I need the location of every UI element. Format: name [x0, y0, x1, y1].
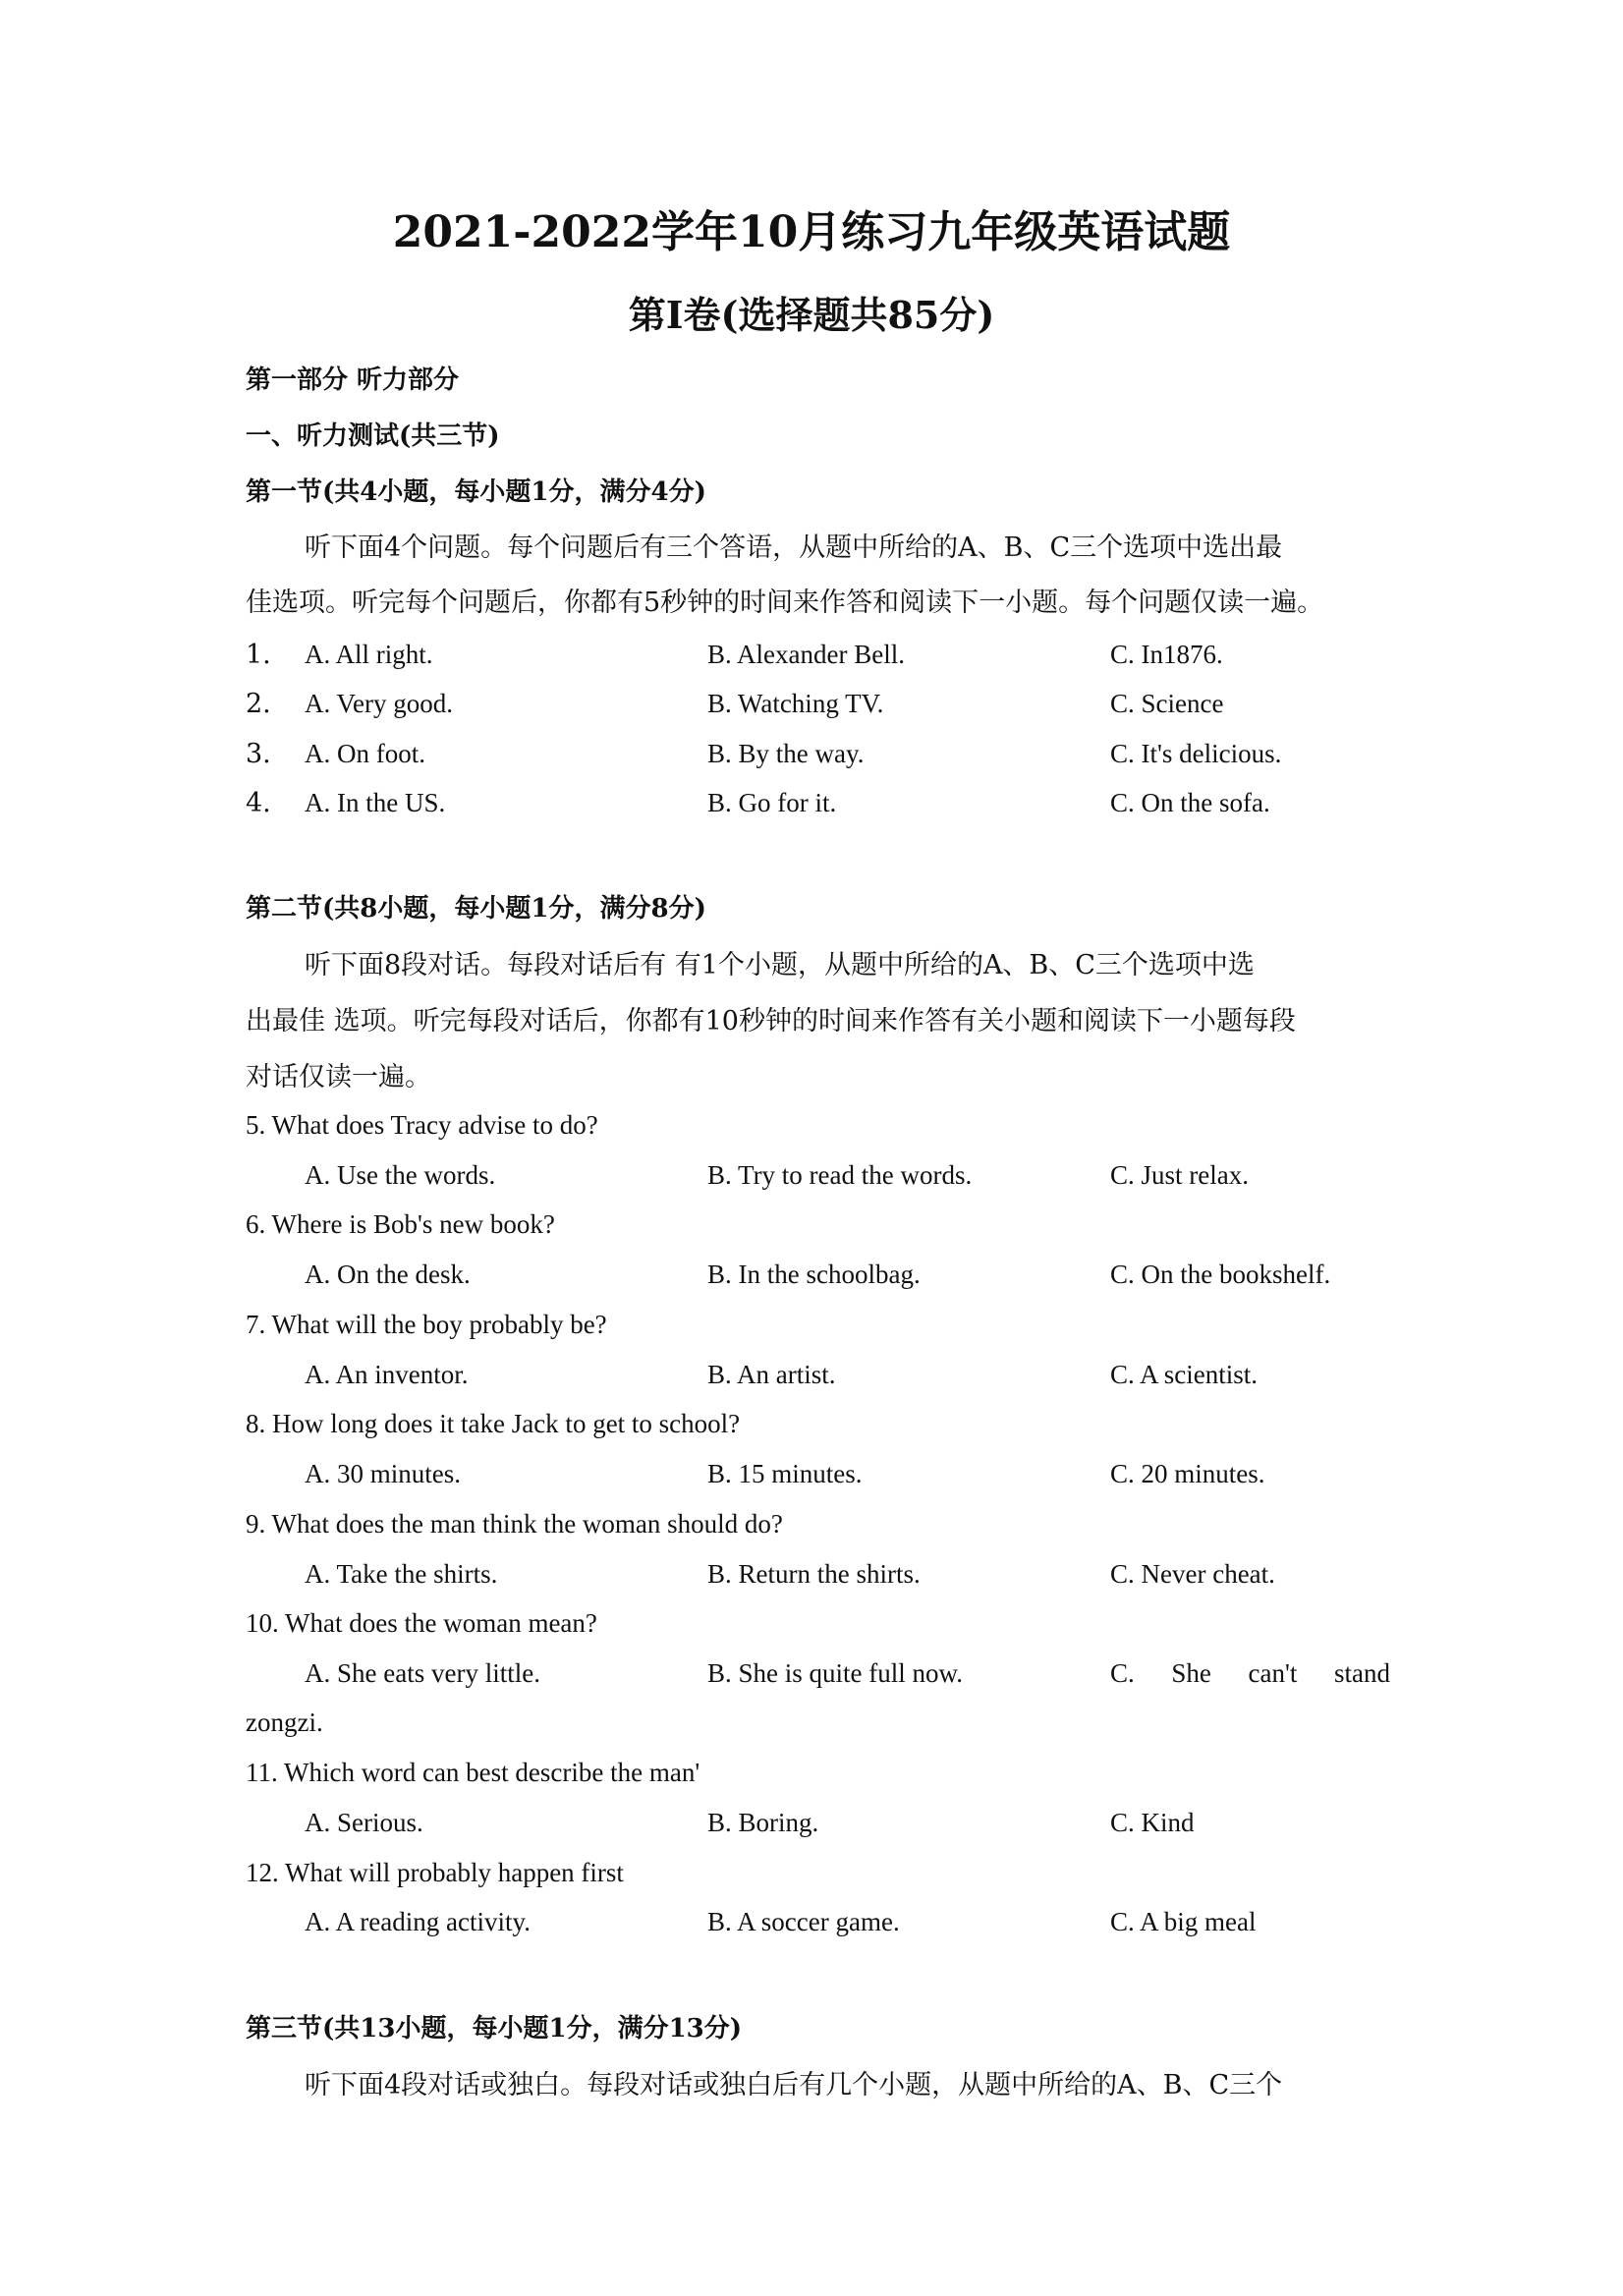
- option-a: A. A reading activity.: [305, 1907, 531, 1936]
- section-3-heading: 第三节(共13小题，每小题1分，满分13分): [246, 2014, 743, 2044]
- option-a: A. Very good.: [305, 689, 453, 718]
- option-c: C. Science: [1110, 689, 1224, 718]
- option-c: C. On the sofa.: [1110, 788, 1270, 817]
- option-a: A. Serious.: [305, 1808, 423, 1837]
- option-a: A. On the desk.: [305, 1260, 471, 1289]
- section-2-heading: 第二节(共8小题，每小题1分，满分8分): [246, 894, 706, 924]
- option-c-continuation: zongzi.: [246, 1708, 323, 1737]
- question-text: 8. How long does it take Jack to get to school?: [246, 1409, 741, 1438]
- section-3-instructions-line-1: 听下面4段对话或独白。每段对话或独白后有几个小题，从题中所给的A、B、C三个: [305, 2070, 1283, 2100]
- option-c-word: stand: [1333, 1658, 1390, 1688]
- section-1-heading: 第一节(共4小题，每小题1分，满分4分): [246, 477, 706, 507]
- option-b: B. Boring.: [707, 1808, 819, 1837]
- option-c: C. Never cheat.: [1110, 1559, 1275, 1589]
- item-number: 2.: [246, 689, 271, 719]
- option-c: C. A scientist.: [1110, 1360, 1259, 1389]
- option-c: C. A big meal: [1110, 1907, 1257, 1936]
- question-text: 7. What will the boy probably be?: [246, 1310, 607, 1339]
- option-c-word: C.: [1110, 1658, 1135, 1688]
- option-b: B. A soccer game.: [707, 1907, 900, 1936]
- question-text: 6. Where is Bob's new book?: [246, 1209, 555, 1239]
- question-text: 5. What does Tracy advise to do?: [246, 1110, 598, 1140]
- option-c: [1110, 1658, 1390, 1689]
- option-c: C. Kind: [1110, 1808, 1195, 1837]
- option-b: B. Go for it.: [707, 788, 837, 817]
- exam-title: 2021-2022学年10月练习九年级英语试题: [392, 207, 1231, 257]
- option-b: B. 15 minutes.: [707, 1459, 863, 1488]
- option-a: A. 30 minutes.: [305, 1459, 461, 1488]
- option-a: A. All right.: [305, 640, 433, 669]
- option-b: B. She is quite full now.: [707, 1658, 963, 1688]
- item-number: 4.: [246, 788, 271, 818]
- option-b: B. Try to read the words.: [707, 1160, 973, 1190]
- option-a: A. An inventor.: [305, 1360, 469, 1389]
- option-a: A. She eats very little.: [305, 1658, 540, 1688]
- option-a: A. On foot.: [305, 739, 425, 768]
- question-text: 11. Which word can best describe the man': [246, 1758, 700, 1787]
- question-text: 12. What will probably happen first: [246, 1858, 624, 1887]
- section-1-instructions-line-2: 佳选项。听完每个问题后，你都有5秒钟的时间来作答和阅读下一小题。每个问题仅读一遍。: [246, 588, 1324, 618]
- question-text: 9. What does the man think the woman should do?: [246, 1509, 783, 1539]
- option-c: C. 20 minutes.: [1110, 1459, 1265, 1488]
- option-b: B. In the schoolbag.: [707, 1260, 921, 1289]
- section-2-instructions-line-3: 对话仅读一遍。: [246, 1062, 431, 1092]
- option-b: B. An artist.: [707, 1360, 836, 1389]
- section-2-instructions-line-2: 出最佳 选项。听完每段对话后，你都有10秒钟的时间来作答有关小题和阅读下一小题每段: [246, 1006, 1296, 1036]
- listening-section-heading: 一、听力测试(共三节): [246, 421, 500, 451]
- item-number: 3.: [246, 739, 271, 769]
- section-2-instructions-line-1: 听下面8段对话。每段对话后有 有1个小题，从题中所给的A、B、C三个选项中选: [305, 950, 1255, 980]
- part-one-heading: 第一部分 听力部分: [246, 365, 460, 395]
- option-c: C. It's delicious.: [1110, 739, 1282, 768]
- option-a: A. Take the shirts.: [305, 1559, 498, 1589]
- option-b: B. Return the shirts.: [707, 1559, 921, 1589]
- option-b: B. Alexander Bell.: [707, 640, 905, 669]
- option-a: A. In the US.: [305, 788, 446, 817]
- option-c-word: She: [1171, 1658, 1211, 1688]
- paper-subtitle: 第Ⅰ卷(选择题共85分): [628, 293, 995, 337]
- option-b: B. Watching TV.: [707, 689, 884, 718]
- section-1-instructions-line-1: 听下面4个问题。每个问题后有三个答语，从题中所给的A、B、C三个选项中选出最: [305, 532, 1283, 563]
- option-c: C. In1876.: [1110, 640, 1223, 669]
- option-b: B. By the way.: [707, 739, 865, 768]
- option-c-word: can't: [1248, 1658, 1298, 1688]
- option-a: A. Use the words.: [305, 1160, 496, 1190]
- option-c: C. On the bookshelf.: [1110, 1260, 1331, 1289]
- option-c: C. Just relax.: [1110, 1160, 1249, 1190]
- item-number: 1.: [246, 640, 271, 670]
- question-text: 10. What does the woman mean?: [246, 1608, 597, 1638]
